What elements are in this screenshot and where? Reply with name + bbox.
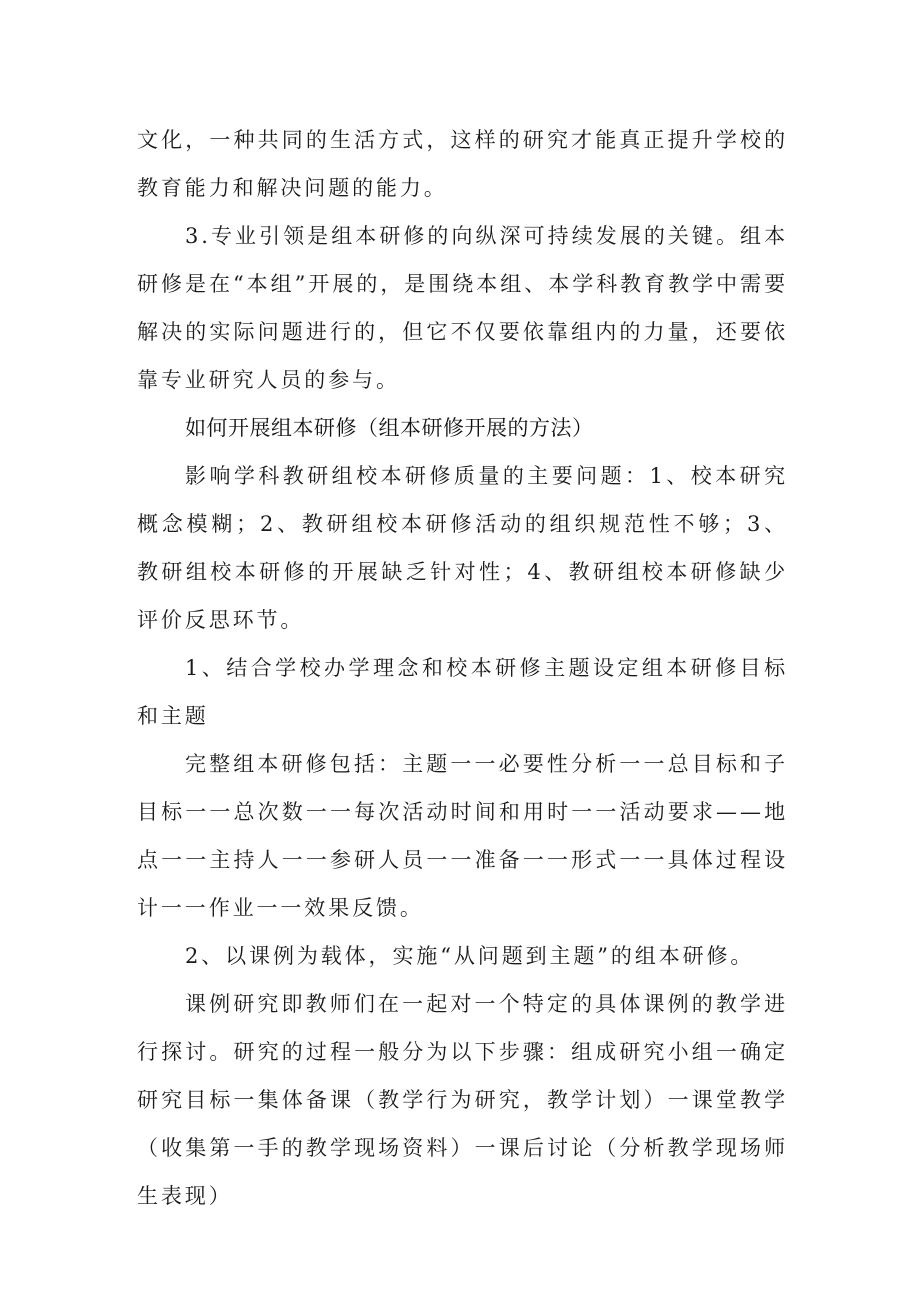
paragraph-culture-continuation: 文化，一种共同的生活方式，这样的研究才能真正提升学校的教育能力和解决问题的能力。 bbox=[137, 128, 788, 200]
paragraph-point-1-goals: 1、结合学校办学理念和校本研修主题设定组本研修目标和主题 bbox=[137, 656, 788, 728]
paragraph-point-2-lesson-case: 2、以课例为载体，实施“从问题到主题”的组本研修。 bbox=[185, 944, 755, 968]
paragraph-main-problems: 影响学科教研组校本研修质量的主要问题：1、校本研究概念模糊；2、教研组校本研修活动的组织规范性不够；3、教研组校本研修的开展缺乏针对性；4、教研组校本研修缺少评价反思环节。 bbox=[137, 464, 788, 632]
paragraph-complete-research-steps: 完整组本研修包括：主题一一必要性分析一一总目标和子目标一一总次数一一每次活动时间和用时一一活动要求——地点一一主持人一一参研人员一一准备一一形式一一具体过程设计一一作业一一效果反馈。 bbox=[137, 752, 788, 920]
document-page bbox=[137, 116, 788, 1220]
paragraph-professional-guidance: 3.专业引领是组本研修的向纵深可持续发展的关键。组本研修是在“本组”开展的，是围绕本组、本学科教育教学中需要解决的实际问题进行的，但它不仅要依靠组内的力量，还要依靠专业研究人员的参与。 bbox=[137, 224, 788, 392]
section-heading-how-to-conduct: 如何开展组本研修（组本研修开展的方法） bbox=[185, 416, 594, 440]
paragraph-lesson-study-process: 课例研究即教师们在一起对一个特定的具体课例的教学进行探讨。研究的过程一般分为以下步骤：组成研究小组一确定研究目标一集体备课（教学行为研究，教学计划）一课堂教学（收集第一手的教学现场资料）一课后讨论（分析教学现场师生表现） bbox=[137, 992, 788, 1208]
